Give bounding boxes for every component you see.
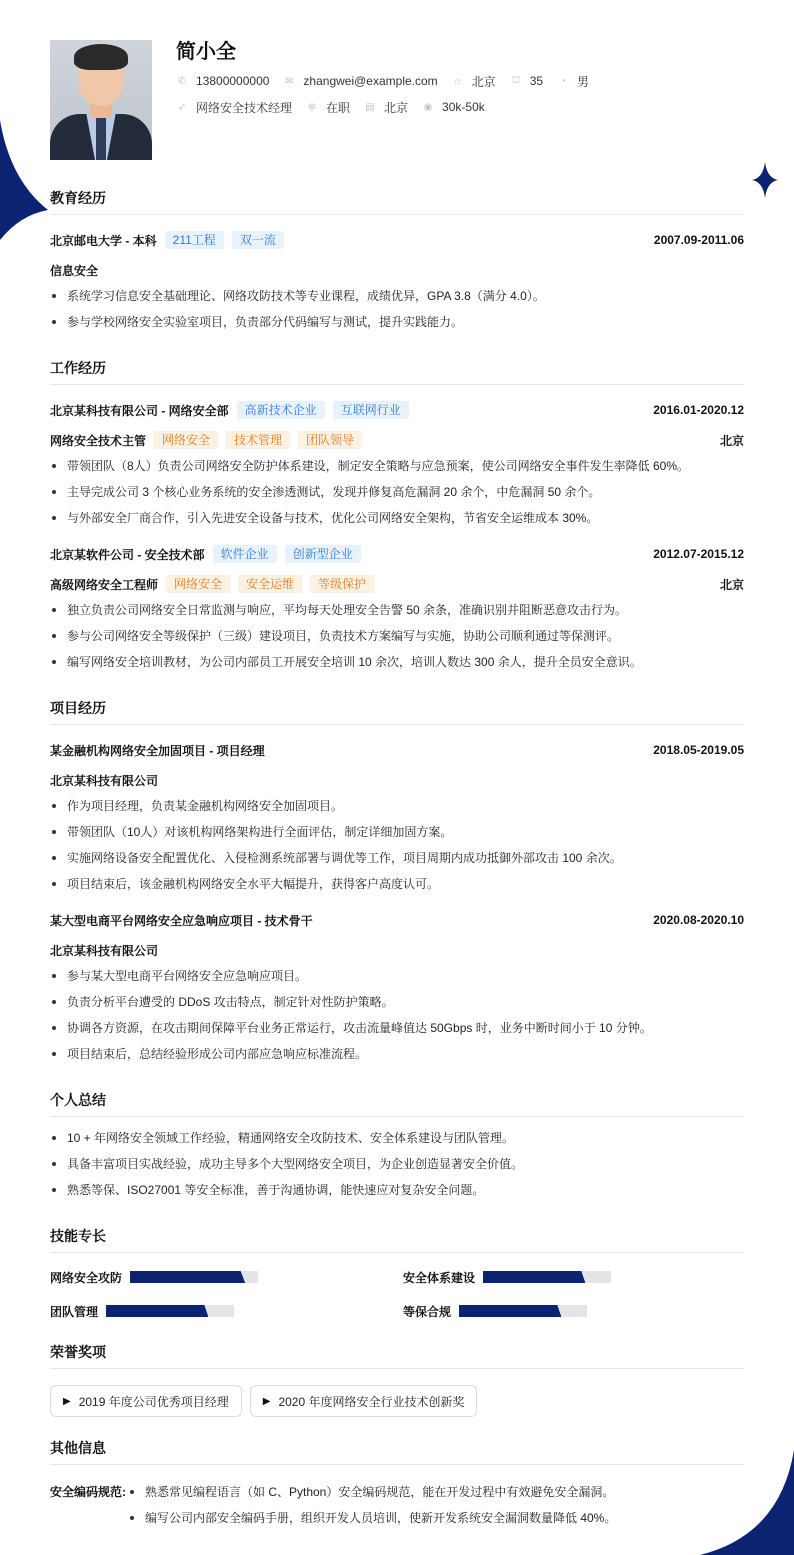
avatar — [50, 40, 152, 160]
section-title: 其他信息 — [50, 1435, 744, 1465]
skill-bar-fill — [106, 1305, 208, 1317]
skill-item — [50, 1267, 403, 1287]
school-name: 北京邮电大学 - 本科 — [50, 233, 157, 248]
skill-name: 等保合规 — [403, 1304, 452, 1319]
major: 信息安全 — [50, 263, 99, 278]
salary: 30k-50k — [442, 100, 485, 114]
age: 35 — [529, 74, 544, 88]
email: zhangwei@example.com — [303, 74, 438, 88]
profile-info — [176, 40, 603, 160]
age-icon: ⛫ — [511, 74, 521, 86]
skill-bar — [130, 1271, 258, 1283]
school-tag: 双一流 — [232, 231, 284, 249]
phone-icon: ✆ — [177, 75, 187, 87]
contact-row — [176, 68, 603, 94]
award-item — [250, 1385, 478, 1417]
award-label: 2019 年度公司优秀项目经理 — [78, 1394, 229, 1409]
period: 2012.07-2015.12 — [653, 547, 744, 561]
role-tag: 等级保护 — [310, 575, 374, 593]
award-item — [50, 1385, 242, 1417]
list-item: 参与学校网络安全实验室项目，负责部分代码编写与测试，提升实践能力。 — [50, 311, 744, 337]
section-title: 荣誉奖项 — [50, 1339, 744, 1369]
location: 北京 — [719, 433, 744, 448]
job-title: 网络安全技术经理 — [196, 100, 293, 115]
list-item: 带领团队（8人）负责公司网络安全防护体系建设，制定安全策略与应急预案，使公司网络安全事件发生率降低 60%。 — [50, 455, 744, 481]
list-item: 编写网络安全培训教材，为公司内部员工开展安全培训 10 余次，培训人数达 300 余人，提升全员安全意识。 — [50, 651, 744, 677]
mail-icon: ✉ — [285, 75, 294, 87]
list-item: 参与某大型电商平台网络安全应急响应项目。 — [50, 965, 744, 991]
company-tag: 软件企业 — [213, 545, 277, 563]
company-tag: 互联网行业 — [333, 401, 409, 419]
list-item: 协调各方资源，在攻击期间保障平台业务正常运行，攻击流量峰值达 50Gbps 时，业务中断时间小于 10 分钟。 — [50, 1017, 744, 1043]
awards-section — [50, 1339, 744, 1417]
project-company: 北京某科技有限公司 — [50, 943, 159, 958]
list-item: 具备丰富项目实战经验，成功主导多个大型网络安全项目，为企业创造显著安全价值。 — [50, 1153, 744, 1179]
project-entry — [50, 905, 744, 1069]
skill-bar-fill — [483, 1271, 585, 1283]
list-item: 独立负责公司网络安全日常监测与响应，平均每天处理安全告警 50 余条，准确识别并阻断恶意攻击行为。 — [50, 599, 744, 625]
other-section — [50, 1435, 744, 1533]
triangle-right-icon: ▶ — [262, 1395, 271, 1407]
skill-item — [403, 1267, 744, 1287]
section-title: 项目经历 — [50, 695, 744, 725]
role-tag: 网络安全 — [166, 575, 230, 593]
list-item: 主导完成公司 3 个核心业务系统的安全渗透测试，发现并修复高危漏洞 20 余个，中危漏洞 50 余个。 — [50, 481, 744, 507]
phone: 13800000000 — [196, 74, 270, 88]
list-item: 负责分析平台遭受的 DDoS 攻击特点，制定针对性防护策略。 — [50, 991, 744, 1017]
period: 2018.05-2019.05 — [653, 743, 744, 757]
skill-item — [50, 1301, 403, 1321]
location: 北京 — [719, 577, 744, 592]
skill-bar — [106, 1305, 234, 1317]
company-tag: 高新技术企业 — [237, 401, 325, 419]
list-item: 项目结束后，总结经验形成公司内部应急响应标准流程。 — [50, 1043, 744, 1069]
candidate-name: 简小全 — [176, 41, 236, 63]
list-item: 作为项目经理，负责某金融机构网络安全加固项目。 — [50, 795, 744, 821]
work-entry — [50, 395, 744, 533]
summary-section — [50, 1087, 744, 1205]
work-entry — [50, 539, 744, 677]
skill-bar-fill — [130, 1271, 245, 1283]
hometown: 北京 — [471, 74, 496, 89]
home-icon: ⌂ — [454, 75, 461, 87]
role-tag: 安全运维 — [238, 575, 302, 593]
list-item: 项目结束后，该金融机构网络安全水平大幅提升，获得客户高度认可。 — [50, 873, 744, 899]
salary-icon: ◉ — [423, 101, 433, 113]
project-company: 北京某科技有限公司 — [50, 773, 159, 788]
skill-bar — [459, 1305, 587, 1317]
company-name: 北京某科技有限公司 - 网络安全部 — [50, 403, 229, 418]
gender: 男 — [577, 74, 590, 89]
other-item — [50, 1475, 744, 1533]
list-item: 熟悉等保、ISO27001 等安全标准，善于沟通协调，能快速应对复杂安全问题。 — [50, 1179, 744, 1205]
job-intent-row — [176, 94, 603, 120]
role-tag: 团队领导 — [298, 431, 362, 449]
list-item: 熟悉常见编程语言（如 C、Python）安全编码规范，能在开发过程中有效避免安全漏洞。 — [128, 1481, 616, 1507]
project-name: 某金融机构网络安全加固项目 - 项目经理 — [50, 743, 265, 758]
list-item: 10 + 年网络安全领域工作经验，精通网络安全攻防技术、安全体系建设与团队管理。 — [50, 1127, 744, 1153]
skill-bar-fill — [459, 1305, 561, 1317]
list-item: 系统学习信息安全基础理论、网络攻防技术等专业课程，成绩优异，GPA 3.8（满分 4.0）。 — [50, 285, 744, 311]
work-section — [50, 355, 744, 677]
sparkle-star-icon — [750, 160, 780, 200]
award-label: 2020 年度网络安全行业技术创新奖 — [278, 1394, 465, 1409]
period: 2020.08-2020.10 — [653, 913, 744, 927]
skill-name: 网络安全攻防 — [50, 1270, 123, 1285]
skill-name: 安全体系建设 — [403, 1270, 476, 1285]
resume-page — [50, 40, 744, 1533]
resume-header — [50, 40, 744, 160]
section-title: 工作经历 — [50, 355, 744, 385]
section-title: 教育经历 — [50, 185, 744, 215]
role-name: 网络安全技术主管 — [50, 433, 147, 448]
role-tag: 网络安全 — [154, 431, 218, 449]
period: 2016.01-2020.12 — [653, 403, 744, 417]
project-entry — [50, 735, 744, 899]
projects-section — [50, 695, 744, 1069]
skills-section — [50, 1223, 744, 1321]
list-item: 与外部安全厂商合作，引入先进安全设备与技术，优化公司网络安全架构，节省安全运维成本 30%。 — [50, 507, 744, 533]
list-item: 编写公司内部安全编码手册，组织开发人员培训，使新开发系统安全漏洞数量降低 40%。 — [128, 1507, 616, 1533]
role-tag: 技术管理 — [226, 431, 290, 449]
other-label: 安全编码规范: — [50, 1485, 126, 1499]
skill-bar — [483, 1271, 611, 1283]
company-tag: 创新型企业 — [285, 545, 361, 563]
section-title: 技能专长 — [50, 1223, 744, 1253]
list-item: 实施网络设备安全配置优化、入侵检测系统部署与调优等工作，项目周期内成功抵御外部攻击 100 余次。 — [50, 847, 744, 873]
building-icon: ▤ — [365, 101, 375, 113]
status-icon: ✲ — [307, 101, 317, 113]
job-status: 在职 — [326, 100, 351, 115]
list-item: 带领团队（10人）对该机构网络架构进行全面评估，制定详细加固方案。 — [50, 821, 744, 847]
period: 2007.09-2011.06 — [653, 233, 744, 247]
skill-name: 团队管理 — [50, 1304, 99, 1319]
school-tag: 211工程 — [165, 231, 224, 249]
list-item: 参与公司网络安全等级保护（三级）建设项目，负责技术方案编写与实施，协助公司顺利通过等保测评。 — [50, 625, 744, 651]
send-icon: ➶ — [177, 101, 187, 113]
education-section — [50, 185, 744, 337]
company-name: 北京某软件公司 - 安全技术部 — [50, 547, 205, 562]
role-name: 高级网络安全工程师 — [50, 577, 159, 592]
project-name: 某大型电商平台网络安全应急响应项目 - 技术骨干 — [50, 913, 313, 928]
target-city: 北京 — [384, 100, 409, 115]
triangle-right-icon: ▶ — [63, 1395, 71, 1407]
gender-icon: ◔ — [560, 75, 567, 87]
section-title: 个人总结 — [50, 1087, 744, 1117]
education-entry — [50, 225, 744, 337]
skill-item — [403, 1301, 744, 1321]
